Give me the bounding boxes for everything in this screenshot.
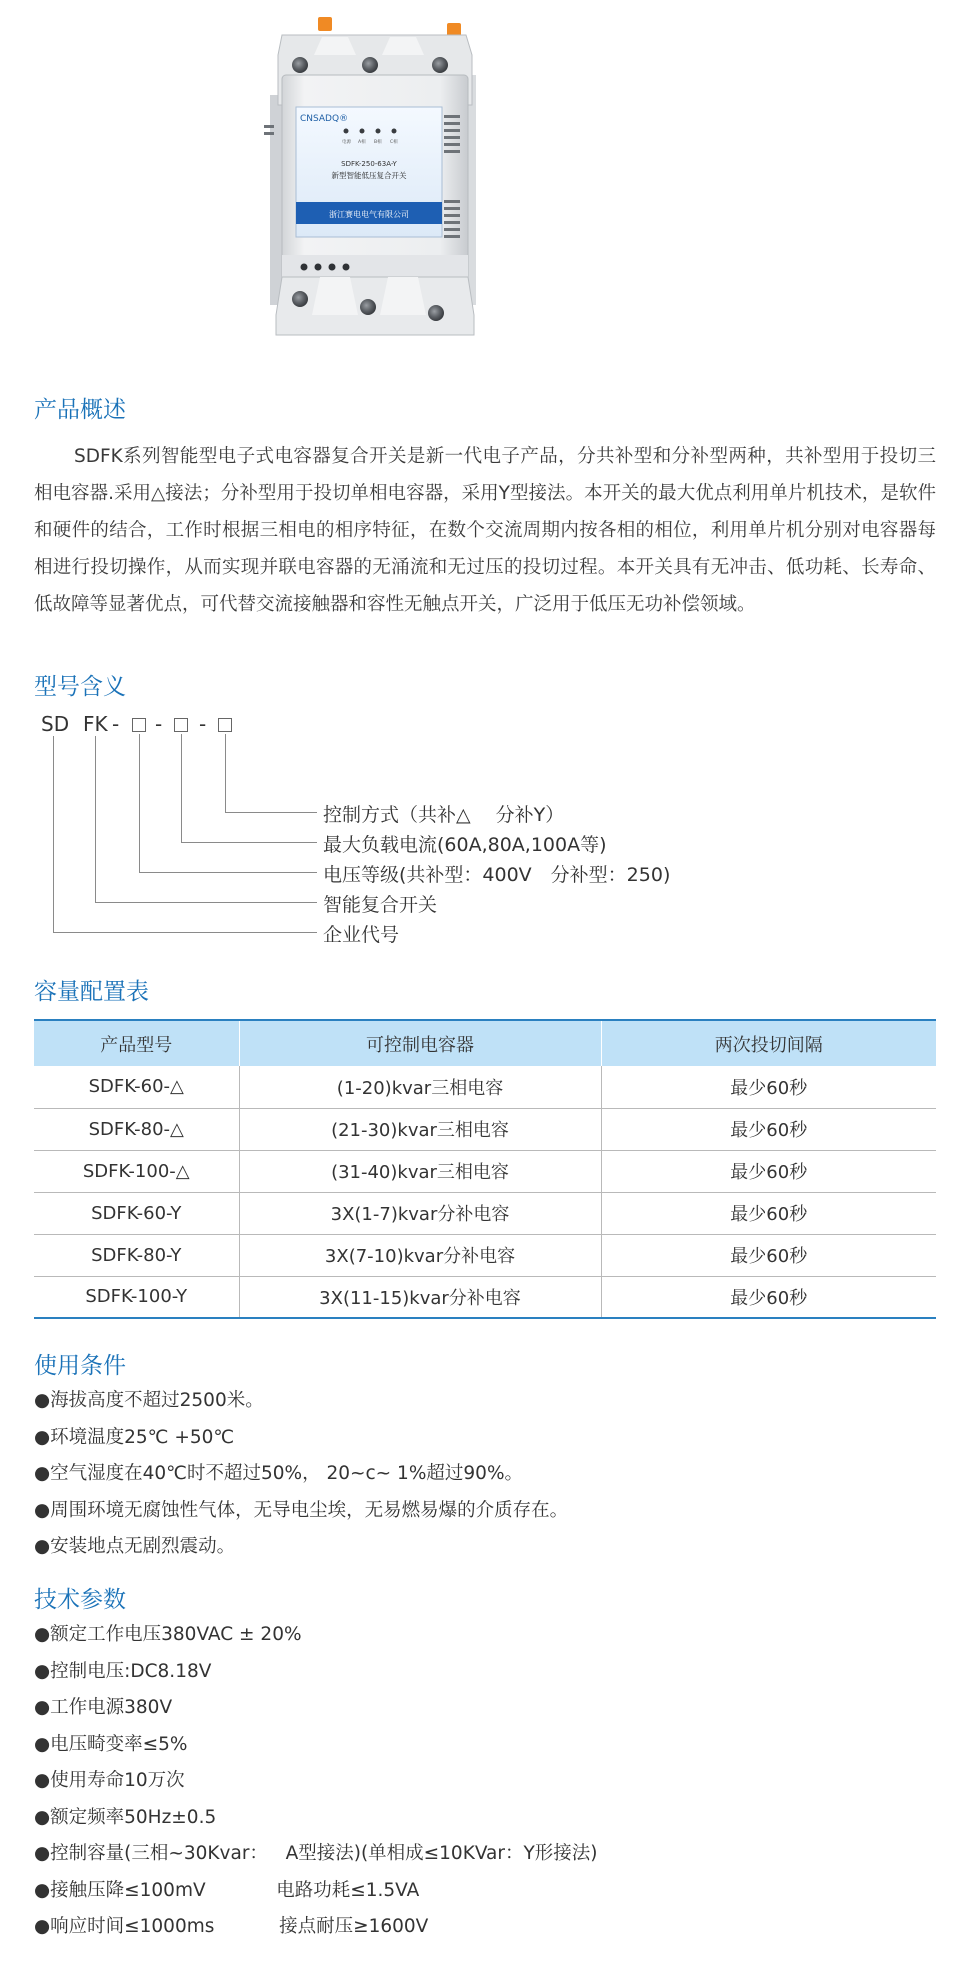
code-dash-2: - [155, 712, 163, 736]
code-dash-1: - [112, 712, 120, 736]
cell-model: SDFK-80-△ [34, 1108, 239, 1150]
cell-capacitor: 3X(1-7)kvar分补电容 [239, 1192, 601, 1234]
table-row [34, 1066, 936, 1108]
list-item: ●控制容量(三相~30Kvar： A型接法)(单相成≤10KVar：Y形接法) [34, 1843, 598, 1864]
col-header-model: 产品型号 [34, 1020, 239, 1066]
list-item: ●环境温度25℃ +50℃ [34, 1426, 235, 1448]
capacity-table [34, 1019, 936, 1319]
connector-current-h [181, 842, 317, 843]
cell-interval: 最少60秒 [601, 1192, 936, 1234]
label-voltage-level: 电压等级(共补型：400V 分补型：250) [323, 864, 671, 886]
connector-sd [53, 736, 54, 932]
conditions-heading: 使用条件 [34, 1353, 126, 1379]
model-meaning-heading: 型号含义 [34, 674, 126, 700]
col-header-interval: 两次投切间隔 [601, 1020, 936, 1066]
list-item: ●额定工作电压380VAC ± 20% [34, 1624, 302, 1645]
overview-heading: 产品概述 [34, 397, 126, 423]
product-image [260, 15, 490, 365]
overview-text: SDFK系列智能型电子式电容器复合开关是新一代电子产品，分共补型和分补型两种，共补型用于投切三相电容器.采用△接法；分补型用于投切单相电容器，采用Y型接法。本开关的最大优点利用单片机技术，是软件和硬件的结合，工作时根据三相电的相序特征，在数个交流周期内按各相的相位，利用单片机分别对电容器每相进行投切操作，从而实现并联电容器的无涌流和无过压的投切过程。本开关具有无冲击、低功耗、长寿命、低故障等显著优点，可代替交流接触器和容性无触点开关，广泛用于低压无功补偿领域。 [34, 446, 936, 615]
code-dash-3: - [199, 712, 207, 736]
cell-interval: 最少60秒 [601, 1150, 936, 1192]
capacity-heading: 容量配置表 [34, 979, 149, 1005]
cell-interval: 最少60秒 [601, 1276, 936, 1318]
code-box-control [218, 718, 232, 732]
list-item: ●海拔高度不超过2500米。 [34, 1390, 264, 1411]
cell-capacitor: (21-30)kvar三相电容 [239, 1108, 601, 1150]
label-control-mode: 控制方式（共补△ 分补Y） [323, 804, 565, 826]
code-sd: SD [41, 712, 70, 736]
indicator-power-label: 电源 [342, 140, 351, 145]
table-row [34, 1150, 936, 1192]
connector-sd-h [53, 932, 317, 933]
cell-model: SDFK-100-△ [34, 1150, 239, 1192]
code-box-current [174, 718, 188, 732]
connector-current [181, 734, 182, 842]
col-header-capacitor: 可控制电容器 [239, 1020, 601, 1066]
connector-fk-h [95, 902, 317, 903]
cell-capacitor: 3X(11-15)kvar分补电容 [239, 1276, 601, 1318]
label-smart-switch: 智能复合开关 [323, 894, 438, 916]
device-brand: CNSADQ® [300, 114, 349, 124]
label-company-code: 企业代号 [323, 924, 400, 946]
model-code-diagram [0, 700, 955, 946]
indicator-b-label: B相 [374, 140, 382, 145]
table-row [34, 1276, 936, 1318]
cell-interval: 最少60秒 [601, 1108, 936, 1150]
label-max-current: 最大负载电流(60A,80A,100A等) [323, 834, 607, 856]
connector-fk [95, 736, 96, 902]
indicator-a-label: A相 [358, 140, 366, 145]
table-row [34, 1234, 936, 1276]
list-item: ●使用寿命10万次 [34, 1770, 185, 1791]
cell-model: SDFK-60-Y [34, 1192, 239, 1234]
cell-model: SDFK-100-Y [34, 1276, 239, 1318]
conditions-list [34, 1383, 568, 1566]
device-model: SDFK-250-63A-Y [341, 160, 397, 168]
table-row [34, 1192, 936, 1234]
cell-model: SDFK-60-△ [34, 1066, 239, 1108]
table-row [34, 1108, 936, 1150]
cell-capacitor: (1-20)kvar三相电容 [239, 1066, 601, 1108]
connector-control-h [225, 812, 317, 813]
device-name: 新型智能低压复合开关 [331, 171, 407, 180]
list-item: ●接触压降≤100mV 电路功耗≤1.5VA [34, 1879, 420, 1901]
list-item: ●工作电源380V [34, 1697, 173, 1718]
list-item: ●额定频率50Hz±0.5 [34, 1806, 217, 1828]
device-maker: 浙江赛电电气有限公司 [329, 210, 409, 219]
tech-heading: 技术参数 [34, 1587, 126, 1613]
cell-interval: 最少60秒 [601, 1066, 936, 1108]
connector-control [225, 734, 226, 812]
list-item: ●安装地点无剧烈震动。 [34, 1536, 236, 1557]
code-box-voltage [132, 718, 146, 732]
tech-list [34, 1617, 598, 1946]
list-item: ●空气湿度在40℃时不超过50%， 20~c~ 1%超过90%。 [34, 1463, 524, 1484]
connector-voltage [139, 734, 140, 872]
list-item: ●电压畸变率≤5% [34, 1733, 188, 1755]
list-item: ●响应时间≤1000ms 接点耐压≥1600V [34, 1916, 429, 1937]
cell-capacitor: 3X(7-10)kvar分补电容 [239, 1234, 601, 1276]
connector-voltage-h [139, 872, 317, 873]
code-fk: FK [83, 712, 108, 736]
list-item: ●控制电压:DC8.18V [34, 1660, 212, 1682]
cell-model: SDFK-80-Y [34, 1234, 239, 1276]
cell-interval: 最少60秒 [601, 1234, 936, 1276]
list-item: ●周围环境无腐蚀性气体，无导电尘埃，无易燃易爆的介质存在。 [34, 1499, 569, 1521]
indicator-c-label: C相 [390, 140, 398, 145]
cell-capacitor: (31-40)kvar三相电容 [239, 1150, 601, 1192]
overview-paragraph [34, 438, 936, 623]
table-header-row [34, 1020, 936, 1066]
